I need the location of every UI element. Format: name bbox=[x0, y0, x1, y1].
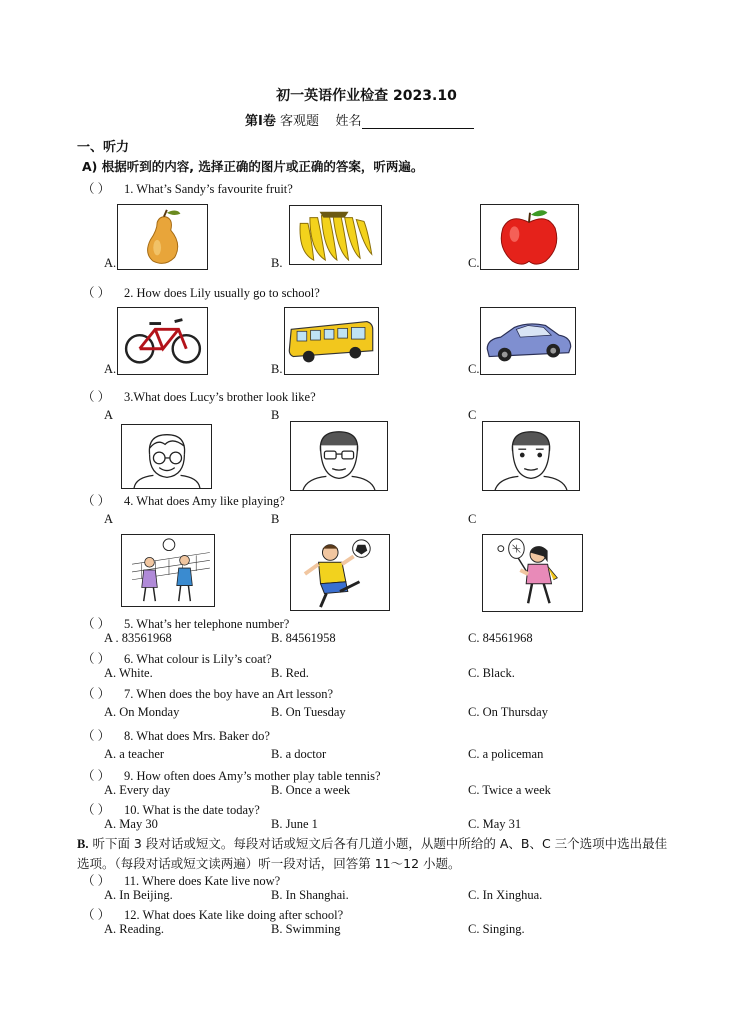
option-label[interactable]: A. Reading. bbox=[104, 922, 165, 936]
question-text: 12. What does Kate like doing after school? bbox=[124, 908, 344, 922]
option-label[interactable]: C. Singing. bbox=[468, 922, 525, 936]
question-text: 10. What is the date today? bbox=[124, 803, 260, 817]
option-label[interactable]: C. Black. bbox=[468, 666, 515, 680]
badminton-image[interactable] bbox=[482, 534, 583, 612]
question-text: 2. How does Lily usually go to school? bbox=[124, 286, 320, 300]
option-label[interactable]: A. On Monday bbox=[104, 705, 180, 719]
part-a-instruction: A) 根据听到的内容, 选择正确的图片或正确的答案，听两遍。 bbox=[82, 159, 424, 174]
option-label: A bbox=[104, 512, 114, 526]
option-label[interactable]: C. In Xinghua. bbox=[468, 888, 543, 902]
question-12 bbox=[82, 905, 343, 923]
option-label[interactable]: B. 84561958 bbox=[271, 631, 336, 645]
question-2 bbox=[82, 283, 320, 301]
option-label: B bbox=[271, 408, 280, 422]
answer-paren[interactable]: （ ） bbox=[82, 390, 111, 404]
option-label[interactable]: C. May 31 bbox=[468, 817, 522, 831]
part-b-label: B. bbox=[77, 837, 89, 851]
name-blank[interactable] bbox=[362, 115, 474, 129]
car-image[interactable] bbox=[480, 307, 576, 375]
question-text: 5. What’s her telephone number? bbox=[124, 617, 290, 631]
answer-paren[interactable]: （ ） bbox=[82, 769, 111, 783]
paper-subtitle bbox=[245, 110, 474, 129]
boy-no-glasses-image[interactable] bbox=[482, 421, 580, 491]
option-label[interactable]: B. On Tuesday bbox=[271, 705, 346, 719]
bananas-image[interactable] bbox=[289, 205, 382, 265]
question-9 bbox=[82, 766, 381, 784]
question-11 bbox=[82, 871, 280, 889]
option-label[interactable]: A. In Beijing. bbox=[104, 888, 173, 902]
volleyball-image[interactable] bbox=[121, 534, 215, 607]
question-1 bbox=[82, 179, 293, 197]
answer-paren[interactable]: （ ） bbox=[82, 803, 111, 817]
answer-paren[interactable]: （ ） bbox=[82, 729, 111, 743]
name-label: 姓名 bbox=[335, 114, 362, 129]
option-label: C. bbox=[468, 362, 480, 376]
bicycle-image[interactable] bbox=[117, 307, 208, 375]
section-heading: 一、听力 bbox=[77, 140, 130, 155]
question-text: 3.What does Lucy’s brother look like? bbox=[124, 390, 316, 404]
option-label[interactable]: A . 83561968 bbox=[104, 631, 172, 645]
football-image[interactable] bbox=[290, 534, 390, 611]
page-title: 初一英语作业检查 2023.10 bbox=[276, 88, 457, 104]
part-b-text: 听下面 3 段对话或短文。每段对话或短文后各有几道小题，从题中所给的 A、B、C 三个选项中选出最佳选项。（每段对话或短文读两遍）听一段对话，回答第 11～12 小题。 bbox=[77, 836, 668, 871]
option-label[interactable]: B. a doctor bbox=[271, 747, 327, 761]
question-text: 1. What’s Sandy’s favourite fruit? bbox=[124, 182, 293, 196]
option-label[interactable]: A. Every day bbox=[104, 783, 171, 797]
question-text: 8. What does Mrs. Baker do? bbox=[124, 729, 270, 743]
option-label: C. bbox=[468, 256, 480, 270]
question-3 bbox=[82, 387, 316, 405]
question-7 bbox=[82, 684, 333, 702]
question-5 bbox=[82, 614, 289, 632]
option-label[interactable]: B. In Shanghai. bbox=[271, 888, 349, 902]
pear-image[interactable] bbox=[117, 204, 208, 270]
part-b-instruction bbox=[77, 834, 677, 873]
option-label[interactable]: A. White. bbox=[104, 666, 153, 680]
option-label: C bbox=[468, 512, 477, 526]
option-label: A bbox=[104, 408, 114, 422]
option-label: B. bbox=[271, 256, 283, 270]
bus-image[interactable] bbox=[284, 307, 379, 375]
option-label: B. bbox=[271, 362, 283, 376]
volume-label: 第Ⅰ卷 bbox=[245, 114, 276, 129]
answer-paren[interactable]: （ ） bbox=[82, 687, 111, 701]
option-label[interactable]: B. June 1 bbox=[271, 817, 318, 831]
option-label[interactable]: C. 84561968 bbox=[468, 631, 533, 645]
question-text: 7. When does the boy have an Art lesson? bbox=[124, 687, 334, 701]
answer-paren[interactable]: （ ） bbox=[82, 652, 111, 666]
option-label: B bbox=[271, 512, 280, 526]
question-text: 6. What colour is Lily’s coat? bbox=[124, 652, 272, 666]
option-label[interactable]: B. Once a week bbox=[271, 783, 351, 797]
option-label: A. bbox=[104, 362, 117, 376]
question-text: 4. What does Amy like playing? bbox=[124, 494, 285, 508]
boy-glasses-image[interactable] bbox=[290, 421, 388, 491]
question-10 bbox=[82, 800, 260, 818]
answer-paren[interactable]: （ ） bbox=[82, 182, 111, 196]
answer-paren[interactable]: （ ） bbox=[82, 617, 111, 631]
question-6 bbox=[82, 649, 272, 667]
option-label[interactable]: C. Twice a week bbox=[468, 783, 551, 797]
question-text: 11. Where does Kate live now? bbox=[124, 874, 281, 888]
answer-paren[interactable]: （ ） bbox=[82, 494, 111, 508]
answer-paren[interactable]: （ ） bbox=[82, 286, 111, 300]
question-4 bbox=[82, 491, 285, 509]
question-text: 9. How often does Amy’s mother play table tennis? bbox=[124, 769, 381, 783]
answer-paren[interactable]: （ ） bbox=[82, 874, 111, 888]
option-label[interactable]: C. a policeman bbox=[468, 747, 544, 761]
boy-glasses-smiling-image[interactable] bbox=[121, 424, 212, 489]
option-label: A. bbox=[104, 256, 117, 270]
option-label[interactable]: B. Red. bbox=[271, 666, 309, 680]
option-label: C bbox=[468, 408, 477, 422]
volume-type: 客观题 bbox=[279, 114, 319, 129]
option-label[interactable]: A. May 30 bbox=[104, 817, 158, 831]
option-label[interactable]: C. On Thursday bbox=[468, 705, 548, 719]
answer-paren[interactable]: （ ） bbox=[82, 908, 111, 922]
question-8 bbox=[82, 726, 270, 744]
option-label[interactable]: A. a teacher bbox=[104, 747, 165, 761]
option-label[interactable]: B. Swimming bbox=[271, 922, 341, 936]
apple-image[interactable] bbox=[480, 204, 579, 270]
